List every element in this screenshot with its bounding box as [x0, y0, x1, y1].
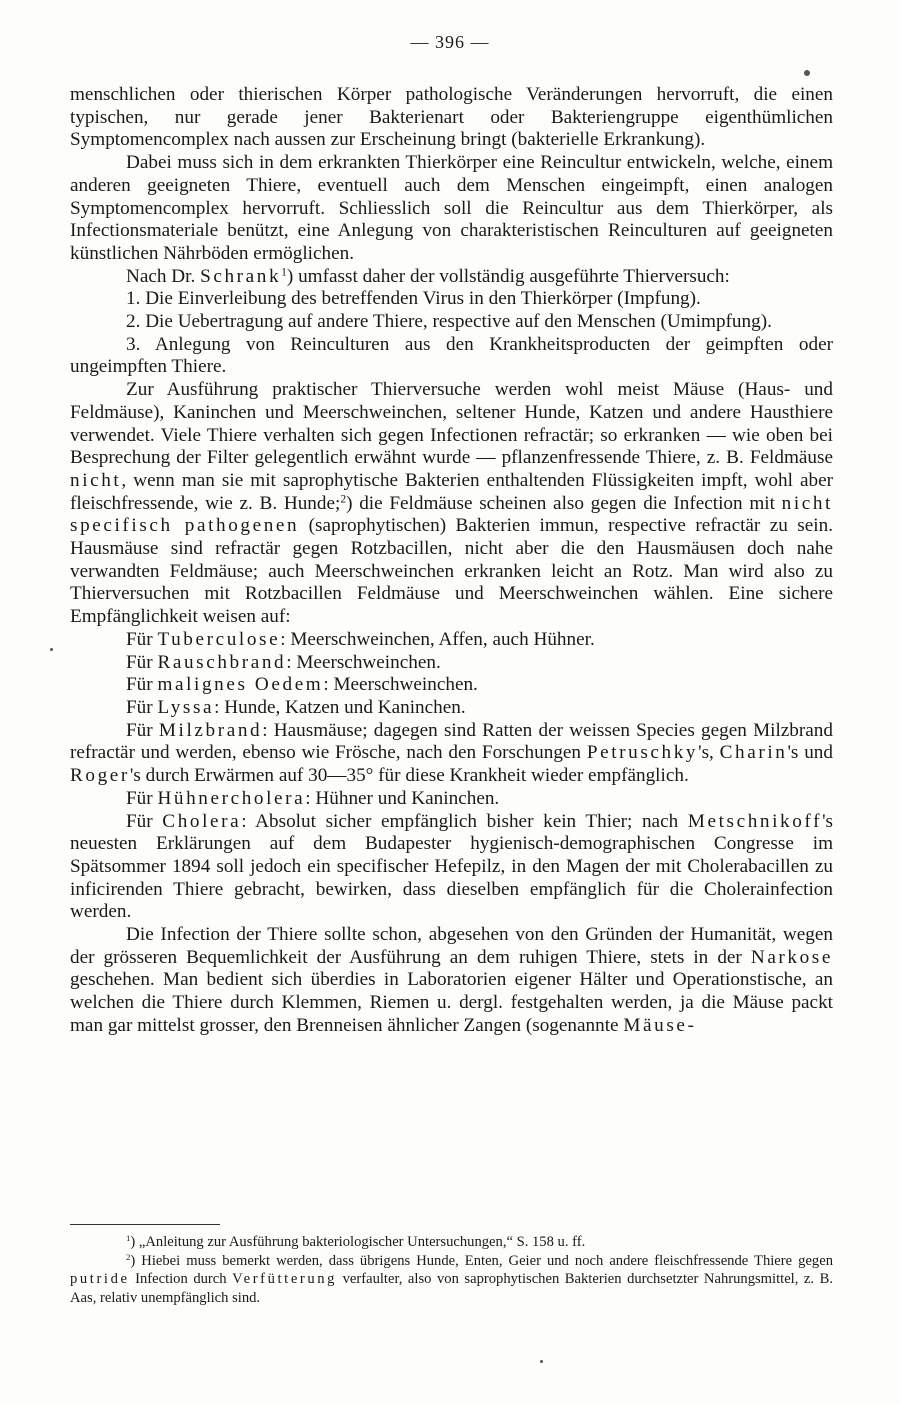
- spaced-emphasis: Petruschky: [586, 742, 699, 764]
- text-run: Für: [126, 719, 159, 741]
- footnote: [70, 1233, 833, 1252]
- spaced-emphasis: Charin: [719, 742, 788, 764]
- text-run: : Hühner und Kaninchen.: [305, 787, 500, 809]
- text-run: Für: [126, 810, 163, 832]
- spaced-emphasis: Cholera: [162, 810, 242, 832]
- footnote-rule: [70, 1224, 220, 1225]
- text-run: ) Hiebei muss bemerkt werden, dass übrigens Hunde, Enten, Geier und noch andere fleischfressende Thiere gegen: [130, 1252, 833, 1269]
- spaced-emphasis: malignes Oedem: [157, 674, 324, 696]
- list-item: [70, 334, 833, 379]
- spaced-emphasis: Lyssa: [157, 696, 215, 718]
- paragraph: [70, 152, 833, 266]
- spaced-emphasis: Narkose: [750, 946, 833, 968]
- disease-entry: [70, 674, 833, 697]
- paragraph: [70, 266, 833, 289]
- paragraph: [70, 379, 833, 629]
- text-run: : Hausmäuse; dagegen sind Ratten der weissen Species gegen Milzbrand refractär und werden, ebenso wie Frösche, nach den Forschungen: [70, 719, 833, 764]
- text-run: 2. Die Uebertragung auf andere Thiere, respective auf den Menschen (Umimpfung).: [126, 311, 772, 333]
- disease-entry: [70, 811, 833, 925]
- footnote-marker: 2: [126, 1251, 131, 1262]
- text-run: menschlichen oder thierischen Körper pathologische Veränderungen hervorruft, die einen typischen, nur gerade jener Bakterienart oder Bakteriengruppe eigenthümlichen Symptomencomplex nach aussen zur Erscheinung bringt (bakterielle Erkrankung).: [70, 84, 833, 151]
- text-run: 's,: [698, 742, 720, 764]
- text-run: 3. Anlegung von Reinculturen aus den Krankheitsproducten der geimpften oder ungeimpften Thiere.: [70, 333, 833, 378]
- scan-speck: [804, 70, 810, 76]
- paragraph: [70, 924, 833, 1038]
- text-run: Für: [126, 628, 158, 650]
- scan-speck: [540, 1360, 543, 1363]
- text-run: : Absolut sicher empfänglich bisher kein Thier; nach: [241, 810, 688, 832]
- list-item: [70, 288, 833, 311]
- disease-entry: [70, 652, 833, 675]
- footnote: [70, 1252, 833, 1308]
- text-run: Infection durch: [129, 1271, 233, 1288]
- text-run: Für: [126, 651, 158, 673]
- text-run: Dabei muss sich in dem erkrankten Thierkörper eine Reincultur entwickeln, welche, einem anderen geeigneten Thiere, eventuell auch dem Menschen eingeimpft, einen analogen Symptomencomplex hervorruft. Schliesslich soll die Reincultur aus dem Thierkörper, als Infectionsmateriale benützt, eine Anlegung von charakteristischen Reinculturen auf geeigneten künstlichen Nährböden ermöglichen.: [70, 152, 833, 264]
- scan-speck: [50, 648, 53, 651]
- text-run: ) die Feldmäuse scheinen also gegen die Infection mit: [346, 492, 782, 514]
- disease-entry: [70, 697, 833, 720]
- text-run: Für: [126, 696, 158, 718]
- text-run: Nach Dr.: [126, 265, 201, 287]
- spaced-emphasis: putride: [70, 1271, 130, 1288]
- text-run: 's und: [787, 742, 833, 764]
- text-run: : Meerschweinchen.: [323, 674, 478, 696]
- spaced-emphasis: Tuberculose: [157, 628, 281, 650]
- spaced-emphasis: Milzbrand: [158, 719, 263, 741]
- text-run: verfaulter, also von saprophytischen Bakterien durchsetzter Nahrungsmittel, z. B. Aas, relativ unempfänglich sind.: [70, 1271, 833, 1306]
- text-run: Für: [126, 674, 158, 696]
- text-run: 's durch Erwärmen auf 30—35° für diese Krankheit wieder empfänglich.: [129, 765, 689, 787]
- text-run: : Meerschweinchen.: [286, 651, 441, 673]
- spaced-emphasis: Mäuse-: [623, 1014, 697, 1036]
- footnote-marker: 2: [340, 493, 347, 506]
- footnotes: [70, 1233, 833, 1307]
- spaced-emphasis: Rauschbrand: [157, 651, 287, 673]
- text-run: Zur Ausführung praktischer Thierversuche werden wohl meist Mäuse (Haus- und Feldmäuse), Kaninchen und Meerschweinchen, seltener Hunde, Katzen und andere Hausthiere verwendet. Viele Thiere verhalten sich gegen Infectionen refractär; so erkranken — wie oben bei Besprechung der Filter gelegentlich erwähnt wurde — pflanzenfressende Thiere, z. B. Feldmäuse: [70, 379, 833, 469]
- text-run: geschehen. Man bedient sich überdies in Laboratorien eigener Hälter und Operationstische, an welchen die Thiere durch Klemmen, Riemen u. dergl. festgehalten werden, ja die Mäuse packt man gar mittelst grosser, den Brenneisen ähnlicher Zangen (sogenannte: [70, 969, 833, 1036]
- disease-entry: [70, 720, 833, 788]
- spaced-emphasis: Metschnikoff: [687, 810, 823, 832]
- page-number: — 396 —: [410, 32, 490, 52]
- text-run: (saprophytischen) Bakterien immun, respective refractär zu sein. Hausmäuse sind refractär gegen Rotzbacillen, nicht aber die den Hausmäusen doch nahe verwandten Feldmäuse; auch Meerschweinchen erkranken leicht an Rotz. Man wird also zu Thierversuchen mit Rotzbacillen Feldmäuse und Meerschweinchen wählen. Eine sichere Empfänglichkeit weisen auf:: [70, 515, 833, 628]
- spaced-emphasis: Verfütterung: [232, 1271, 338, 1288]
- text-run: ) umfasst daher der vollständig ausgeführte Thierversuch:: [286, 265, 730, 287]
- spaced-emphasis: Roger: [70, 765, 130, 787]
- text-run: 's neuesten Erklärungen auf dem Budapester hygienisch-demographischen Congresse im Spätsommer 1894 soll jedoch ein specifischer Hefepilz, in den Magen der mit Cholerabacillen zu inficirenden Thiere gebracht, bewirken, dass dieselben empfänglich für die Cholerainfection werden.: [70, 810, 833, 923]
- spaced-emphasis: nicht specifisch pathogenen: [70, 492, 833, 537]
- text-run: 1. Die Einverleibung des betreffenden Virus in den Thierkörper (Impfung).: [126, 288, 701, 310]
- footnote-marker: 1: [126, 1233, 131, 1244]
- spaced-emphasis: Schrank: [200, 265, 282, 287]
- spaced-emphasis: nicht: [70, 469, 122, 491]
- text-run: : Hunde, Katzen und Kaninchen.: [214, 696, 466, 718]
- text-run: Für: [126, 787, 158, 809]
- list-item: [70, 311, 833, 334]
- paragraph: [70, 84, 833, 152]
- text-run: Die Infection der Thiere sollte schon, abgesehen von den Gründen der Humanität, wegen der grösseren Bequemlichkeit der Ausführung an dem ruhigen Thiere, stets in der: [70, 924, 833, 968]
- text-run: ) „Anleitung zur Ausführung bakteriologischer Untersuchungen,“ S. 158 u. ff.: [130, 1234, 586, 1250]
- footnote-marker: 1: [281, 266, 287, 279]
- disease-entry: [70, 629, 833, 652]
- disease-entry: [70, 788, 833, 811]
- text-run: , wenn man sie mit saprophytische Bakterien enthaltenden Flüssigkeiten impft, wohl aber fleischfressende, wie z. B. Hunde;: [70, 469, 833, 514]
- text-run: : Meerschweinchen, Affen, auch Hühner.: [280, 628, 595, 650]
- spaced-emphasis: Hühnercholera: [157, 787, 306, 809]
- body-text: [70, 84, 833, 1038]
